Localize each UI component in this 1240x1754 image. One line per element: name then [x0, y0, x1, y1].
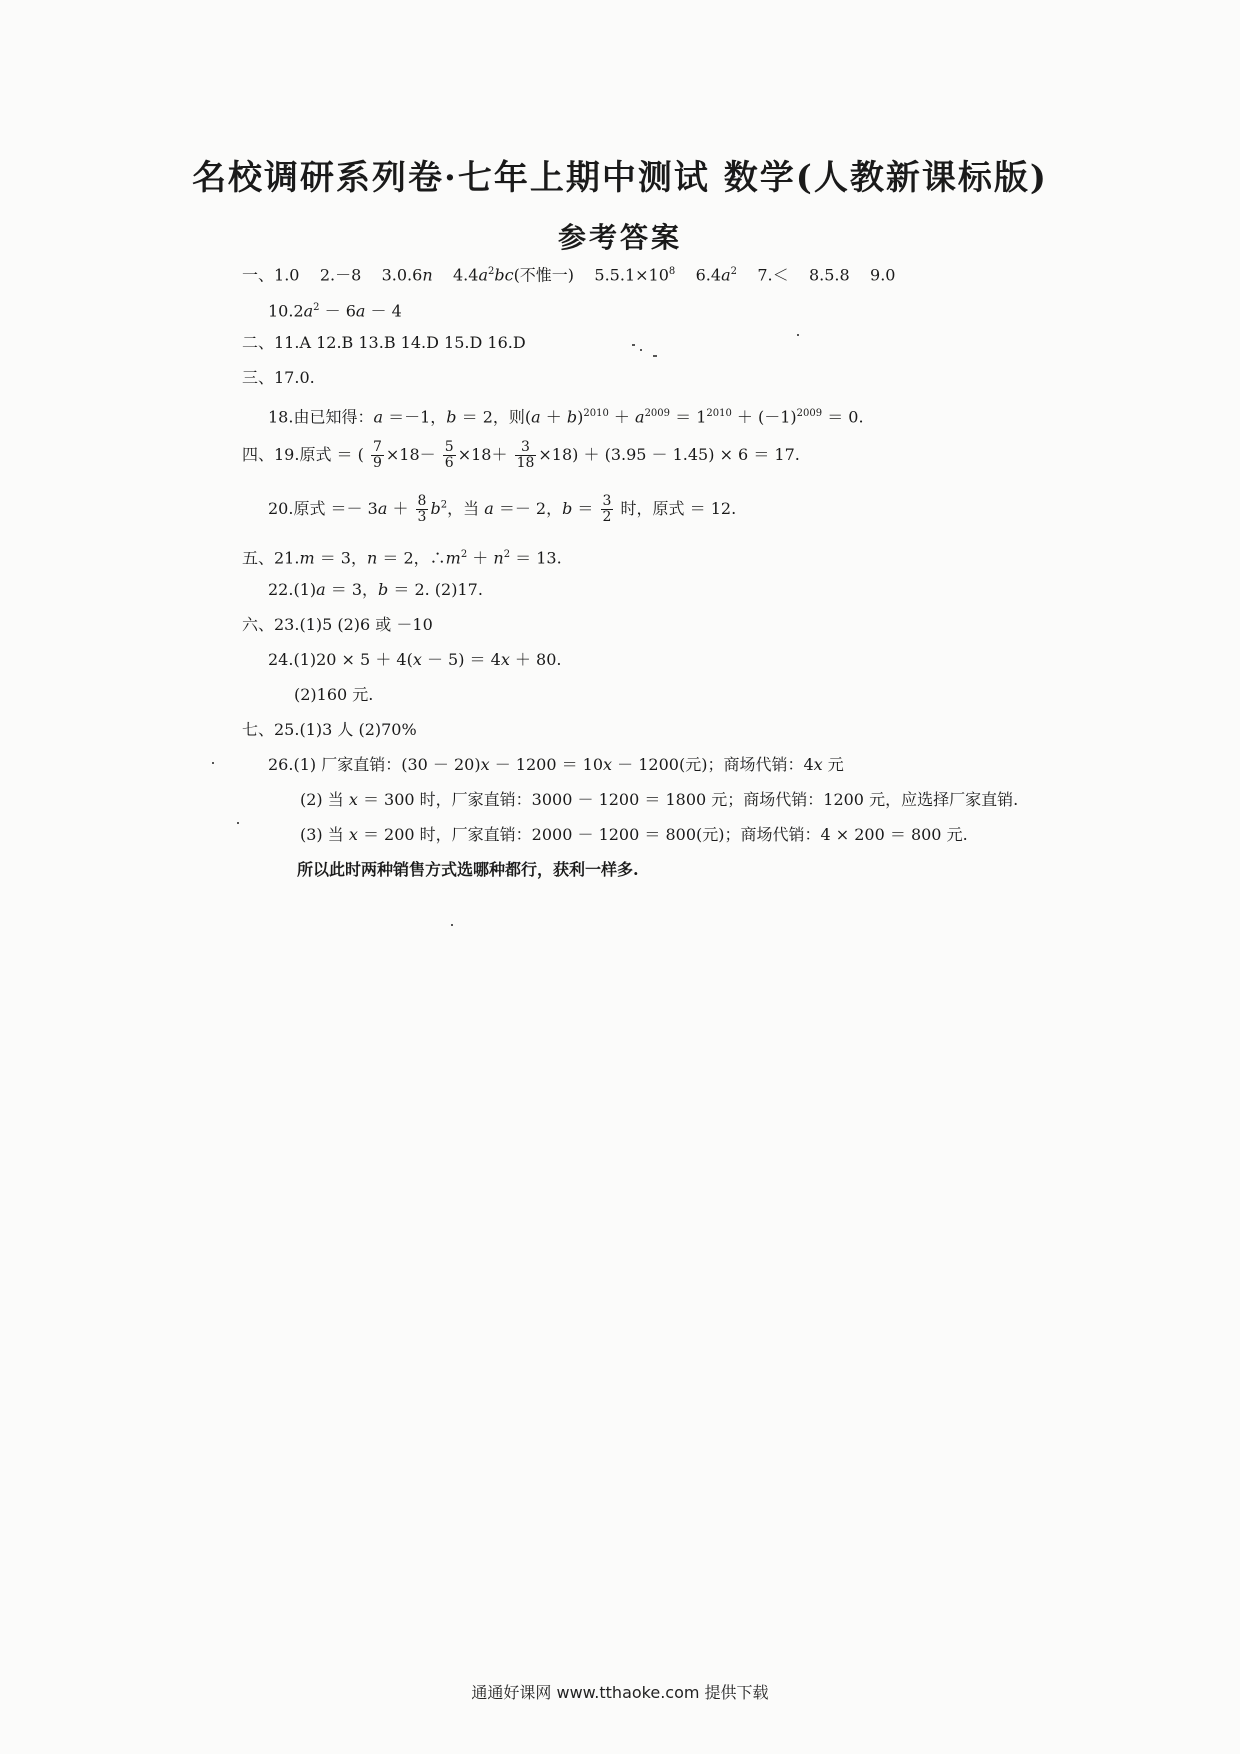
answer-line-19: 四、19.原式 ＝ ( $\frac{7}{9}$ ×18－ $\frac{5}{6}$ ×18＋ $\frac{3}{18}$ ×18) ＋ (3.95 － 1.45) × 6 ＝ 17.: [242, 439, 800, 471]
answer-line-17: 三、17.0.: [242, 368, 315, 387]
answer-line-26-conclusion: 所以此时两种销售方式选哪种都行，获利一样多.: [297, 860, 639, 879]
footer-download-note: 通通好课网 www.tthaoke.com 提供下载: [471, 1683, 769, 1702]
answer-line-22: 22.(1)a ＝ 3，b ＝ 2. (2)17.: [268, 580, 483, 599]
answer-line-11-16: 二、11.A 12.B 13.B 14.D 15.D 16.D: [242, 333, 526, 352]
fraction: $\frac{3}{18}$: [516, 439, 535, 471]
answer-line-26-3: (3) 当 x ＝ 200 时，厂家直销：2000 － 1200 ＝ 800(元)；商场代销：4 × 200 ＝ 800 元.: [300, 825, 968, 844]
fraction: $\frac{5}{6}$: [444, 439, 454, 471]
answer-line-20: 20.原式 ＝－ 3a ＋ $\frac{8}{3}$ $b^2$，当 a ＝－ 2，b ＝ $\frac{3}{2}$ 时，原式 ＝ 12.: [268, 493, 737, 525]
answer-line-25: 七、25.(1)3 人 (2)70%: [242, 720, 417, 739]
document-subtitle: 参考答案: [557, 221, 682, 254]
fraction: $\frac{3}{2}$: [602, 493, 612, 525]
answer-line-23: 六、23.(1)5 (2)6 或 －10: [242, 615, 433, 634]
fraction: $\frac{7}{9}$: [372, 439, 382, 471]
answer-line-21: 五、21.m ＝ 3，n ＝ 2，$\therefore m^2 + n^2 = 13$.: [242, 548, 562, 568]
answer-line-10: $10.2a^2 - 6a - 4$: [268, 301, 402, 321]
answer-line-18: 18.由已知得：a ＝－1，b ＝ 2，则$(a + b)^{2010} + a^{2009} = 1^{2010} + (-1)^{2009} = 0$.: [268, 407, 864, 427]
answer-line-26-2: (2) 当 x ＝ 300 时，厂家直销：3000 － 1200 ＝ 1800 元；商场代销：1200 元，应选择厂家直销.: [300, 790, 1019, 809]
fraction: $\frac{8}{3}$: [417, 493, 427, 525]
answer-line-24-1: 24.(1)20 × 5 ＋ 4(x － 5) ＝ 4x ＋ 80.: [268, 650, 562, 669]
answer-line-26-1: 26.(1) 厂家直销：(30 － 20)x － 1200 ＝ 10x － 1200(元)；商场代销：4x 元: [268, 755, 844, 774]
document-title: 名校调研系列卷·七年上期中测试 数学(人教新课标版): [192, 158, 1048, 198]
answer-line-1-9: 一、1.0 2.－8 3.0.6n $4.4a^2bc$(不惟一) $5.5.1\times 10^8$ $6.4a^2$ 7.＜ 8.5.8 9.0: [242, 265, 896, 285]
answer-line-24-2: (2)160 元.: [294, 685, 374, 704]
